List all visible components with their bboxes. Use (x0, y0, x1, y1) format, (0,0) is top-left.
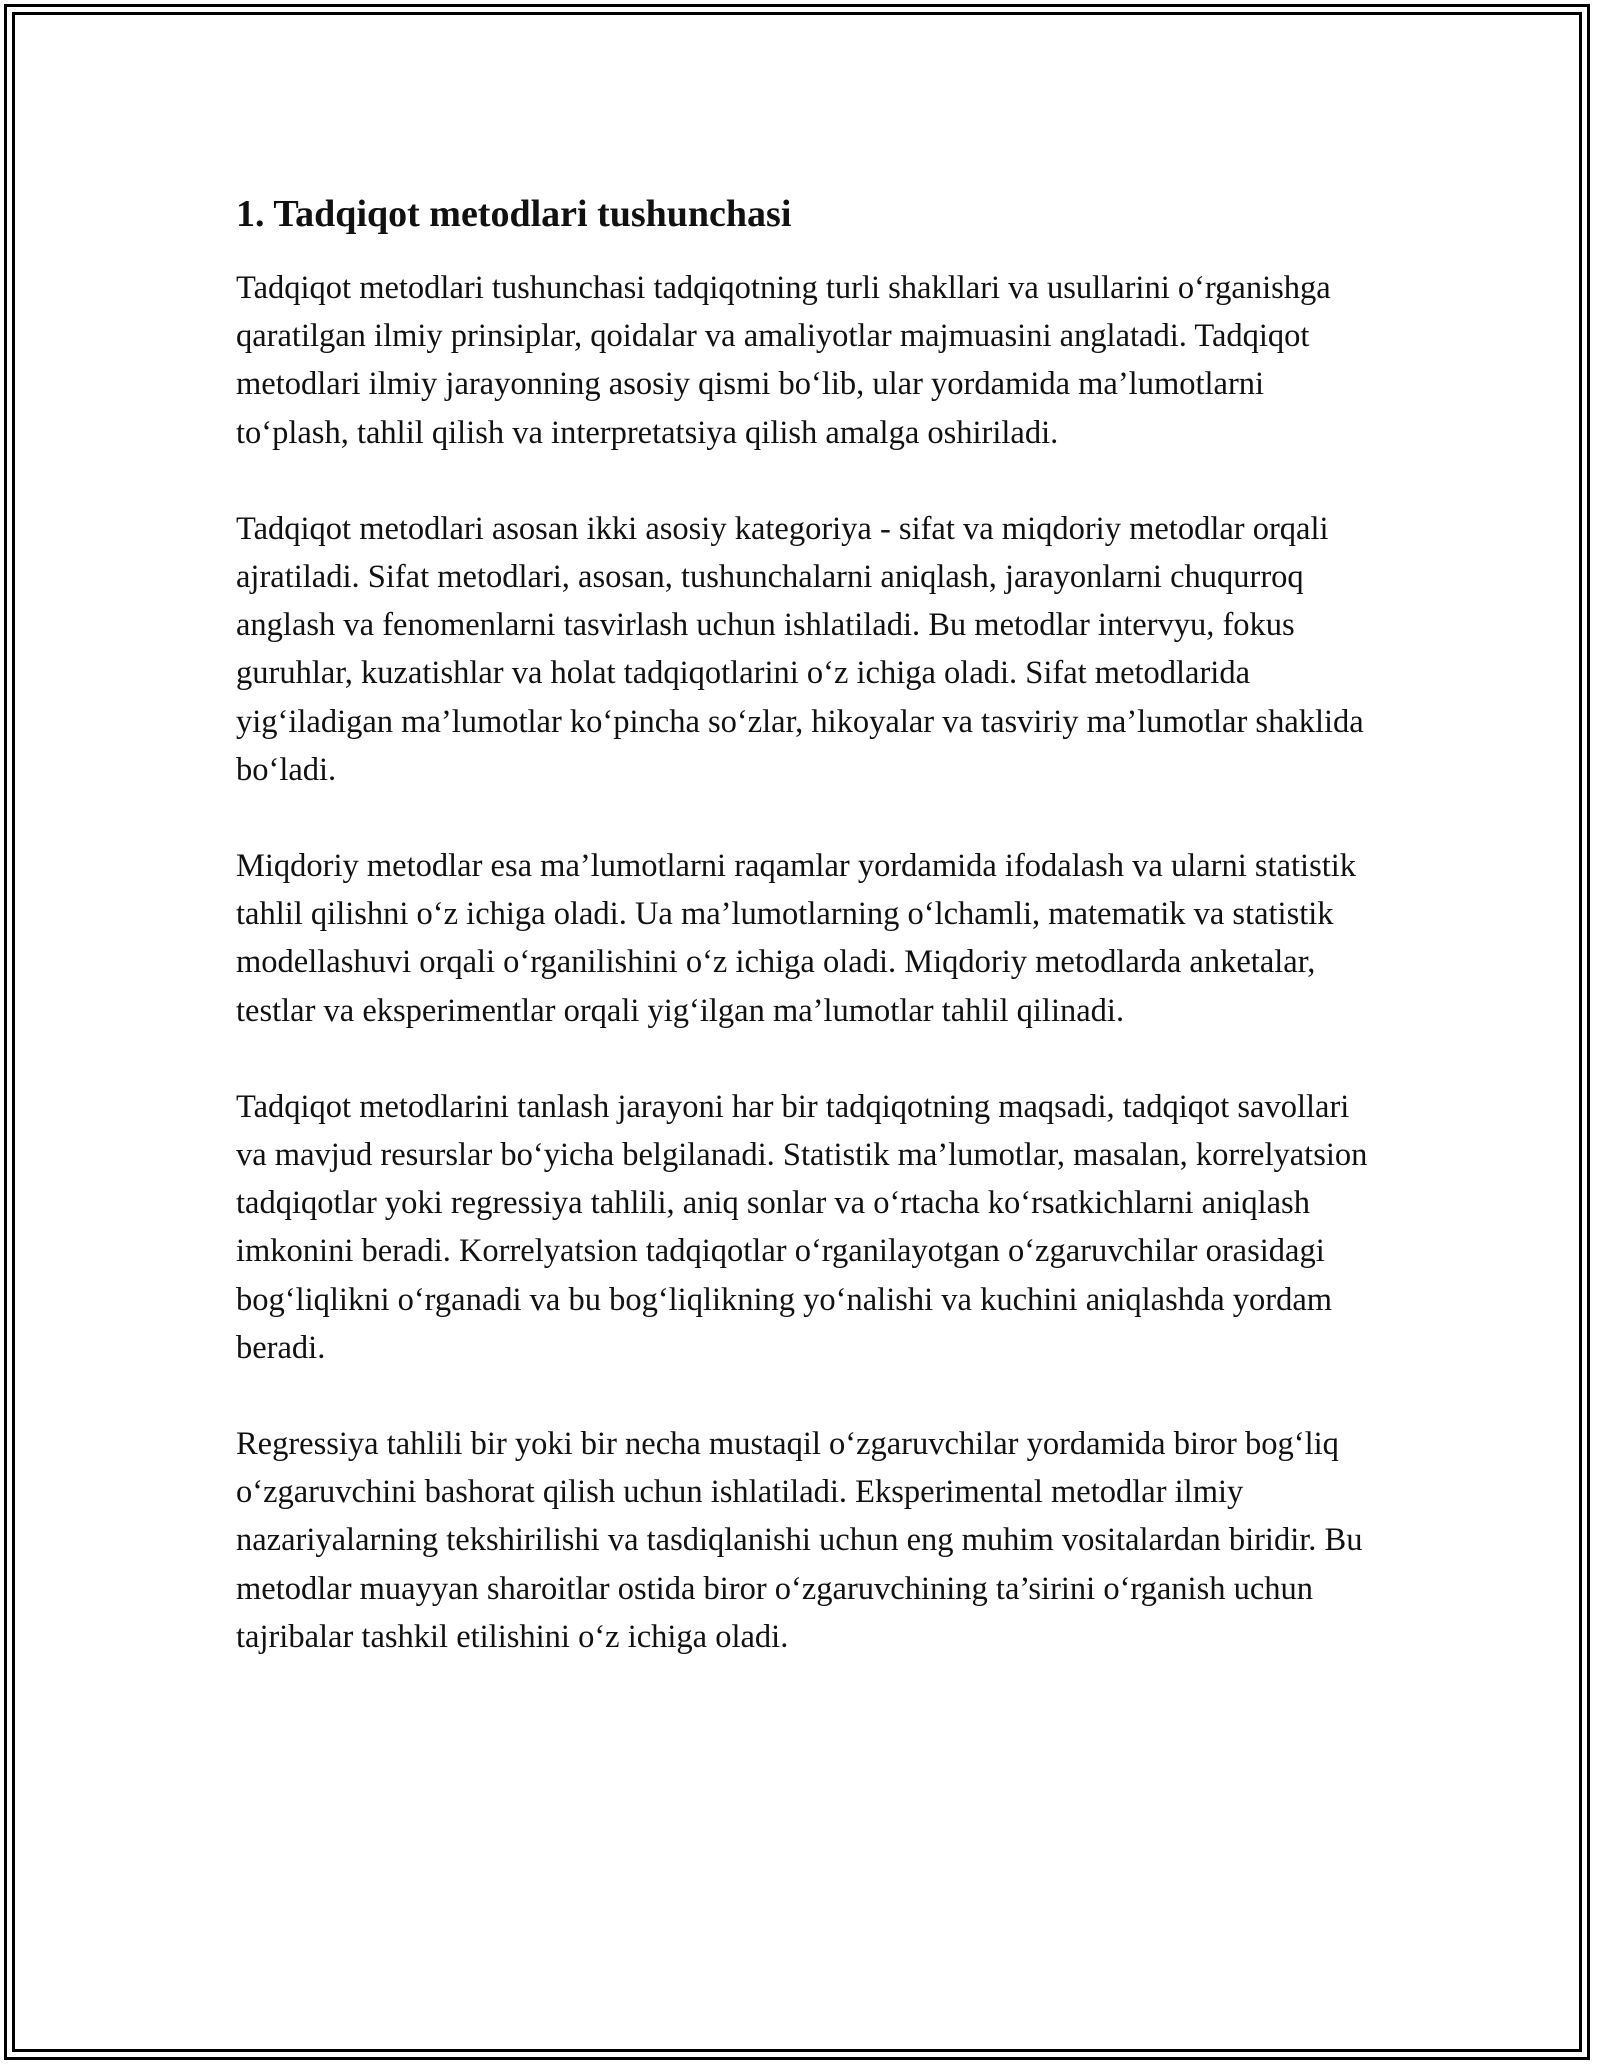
paragraph-4: Tadqiqot metodlarini tanlash jarayoni har bir tadqiqotning maqsadi, tadqiqot savollari va mavjud resurslar bo‘yicha belgilanadi. Statistik ma’lumotlar, masalan, korrelyatsion tadqiqotlar yoki regressiya tahlili, aniq sonlar va o‘rtacha ko‘rsatkichlarni aniqlash imkonini beradi. Korrelyatsion tadqiqotlar o‘rganilayotgan o‘zgaruvchilar orasidagi bog‘liqlikni o‘rganadi va bu bog‘liqlikning yo‘nalishi va kuchini aniqlashda yordam beradi. (236, 1088, 1368, 1366)
paragraph-3: Miqdoriy metodlar esa ma’lumotlarni raqamlar yordamida ifodalash va ularni statistik tahlil qilishni o‘z ichiga oladi. Ua ma’lumotlarning o‘lchamli, matematik va statistik modellashuvi orqali o‘rganilishini o‘z ichiga oladi. Miqdoriy metodlarda anketalar, testlar va eksperimentlar orqali yig‘ilgan ma’lumotlar tahlil qilinadi. (236, 848, 1357, 1029)
paragraph-1: Tadqiqot metodlari tushunchasi tadqiqotning turli shakllari va usullarini o‘rganishga qaratilgan ilmiy prinsiplar, qoidalar va amaliyotlar majmuasini anglatadi. Tadqiqot metodlari ilmiy jarayonning asosiy qismi bo‘lib, ular yordamida ma’lumotlarni to‘plash, tahlil qilish va interpretatsiya qilish amalga oshiriladi. (236, 270, 1331, 451)
section-heading: 1. Tadqiqot metodlari tushunchasi (236, 193, 792, 235)
document-body (236, 186, 1376, 1661)
paragraph-5: Regressiya tahlili bir yoki bir necha mustaqil o‘zgaruvchilar yordamida biror bog‘liq o‘zgaruvchini bashorat qilish uchun ishlatiladi. Eksperimental metodlar ilmiy nazariyalarning tekshirilishi va tasdiqlanishi uchun eng muhim vositalardan biridir. Bu metodlar muayyan sharoitlar ostida biror o‘zgaruvchining ta’sirini o‘rganish uchun tajribalar tashkil etilishini o‘z ichiga oladi. (236, 1426, 1363, 1655)
paragraph-2: Tadqiqot metodlari asosan ikki asosiy kategoriya - sifat va miqdoriy metodlar orqali ajratiladi. Sifat metodlari, asosan, tushunchalarni aniqlash, jarayonlarni chuqurroq anglash va fenomenlarni tasvirlash uchun ishlatiladi. Bu metodlar intervyu, fokus guruhlar, kuzatishlar va holat tadqiqotlarini o‘z ichiga oladi. Sifat metodlarida yig‘iladigan ma’lumotlar ko‘pincha so‘zlar, hikoyalar va tasviriy ma’lumotlar shaklida bo‘ladi. (236, 510, 1364, 788)
